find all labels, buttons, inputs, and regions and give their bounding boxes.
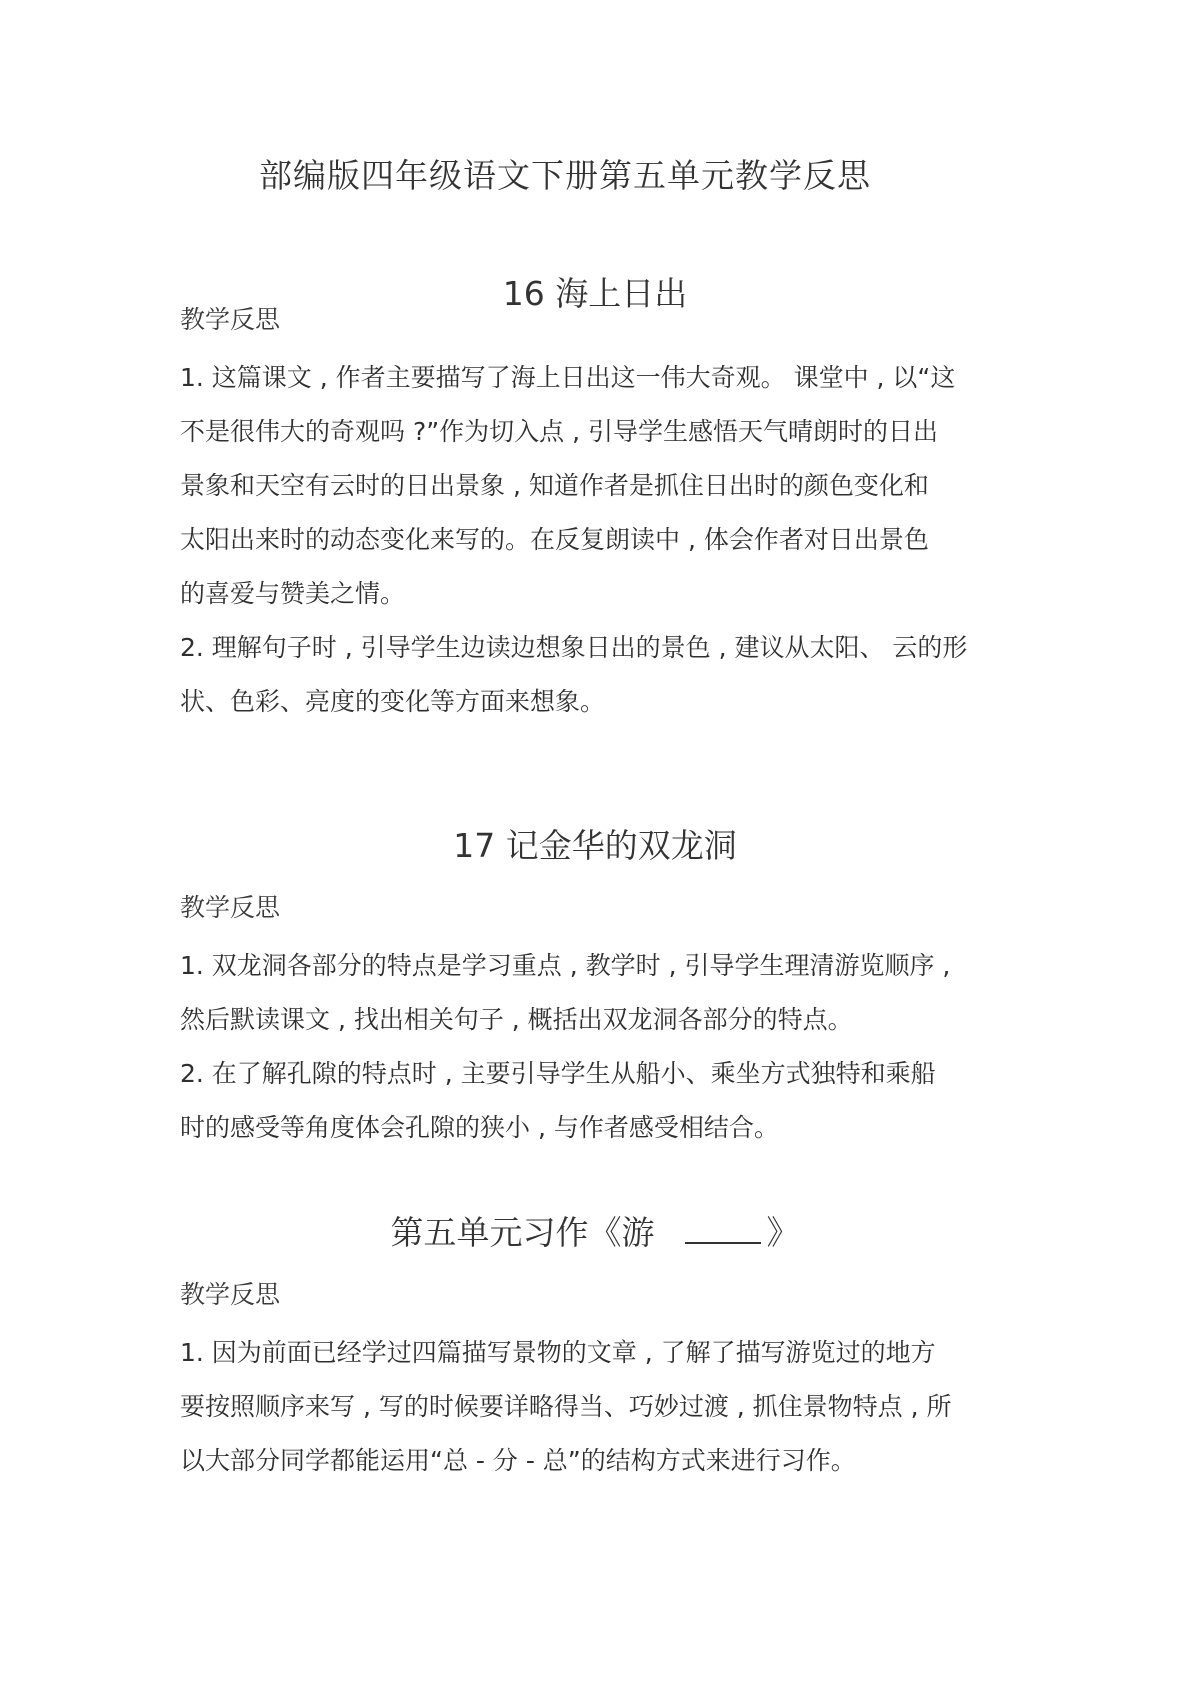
- section-label-17: 教学反思: [180, 893, 281, 922]
- section-label-unit5-writing: 教学反思: [180, 1280, 281, 1309]
- text-line: 1. 双龙洞各部分的特点是学习重点 , 教学时 , 引导学生理清游览顺序 ,: [180, 951, 951, 980]
- reflection-item-16-1: [180, 351, 1020, 621]
- writing-title-prefix: 第五单元习作《游: [390, 1213, 655, 1252]
- writing-title-suffix: 》: [766, 1213, 800, 1252]
- section-title-17: 17 记金华的双龙洞: [453, 826, 737, 865]
- text-line: 的喜爱与赞美之情。: [180, 579, 406, 608]
- text-line: 时的感受等角度体会孔隙的狭小 , 与作者感受相结合。: [180, 1113, 779, 1142]
- text-line: 景象和天空有云时的日出景象 , 知道作者是抓住日出时的颜色变化和: [180, 471, 929, 500]
- text-line: 以大部分同学都能运用“总 - 分 - 总”的结构方式来进行习作。: [180, 1446, 856, 1475]
- section-title-16: 16 海上日出: [502, 274, 688, 313]
- text-line: 1. 因为前面已经学过四篇描写景物的文章 , 了解了描写游览过的地方: [180, 1338, 936, 1367]
- reflection-item-17-1: [180, 939, 1020, 1047]
- text-line: 2. 理解句子时 , 引导学生边读边想象日出的景色 , 建议从太阳、 云的形: [180, 633, 968, 662]
- text-line: 要按照顺序来写 , 写的时候要详略得当、巧妙过渡 , 抓住景物特点 , 所: [180, 1392, 952, 1421]
- text-line: 1. 这篇课文 , 作者主要描写了海上日出这一伟大奇观。 课堂中 , 以“这: [180, 363, 956, 392]
- reflection-item-16-2: [180, 621, 1020, 729]
- text-line: 状、色彩、亮度的变化等方面来想象。: [180, 687, 606, 716]
- text-line: 2. 在了解孔隙的特点时 , 主要引导学生从船小、乘坐方式独特和乘船: [180, 1059, 936, 1088]
- reflection-item-unit5-1: [180, 1326, 1020, 1488]
- text-line: 太阳出来时的动态变化来写的。在反复朗读中 , 体会作者对日出景色: [180, 525, 929, 554]
- section-title-unit5-writing: [0, 1207, 1190, 1254]
- document-title: 部编版四年级语文下册第五单元教学反思: [259, 156, 871, 195]
- section-label-16: 教学反思: [180, 305, 281, 334]
- text-line: 然后默读课文 , 找出相关句子 , 概括出双龙洞各部分的特点。: [180, 1005, 853, 1034]
- fill-in-blank: [685, 1212, 761, 1244]
- text-line: 不是很伟大的奇观吗 ?”作为切入点 , 引导学生感悟天气晴朗时的日出: [180, 417, 939, 446]
- reflection-item-17-2: [180, 1047, 1020, 1155]
